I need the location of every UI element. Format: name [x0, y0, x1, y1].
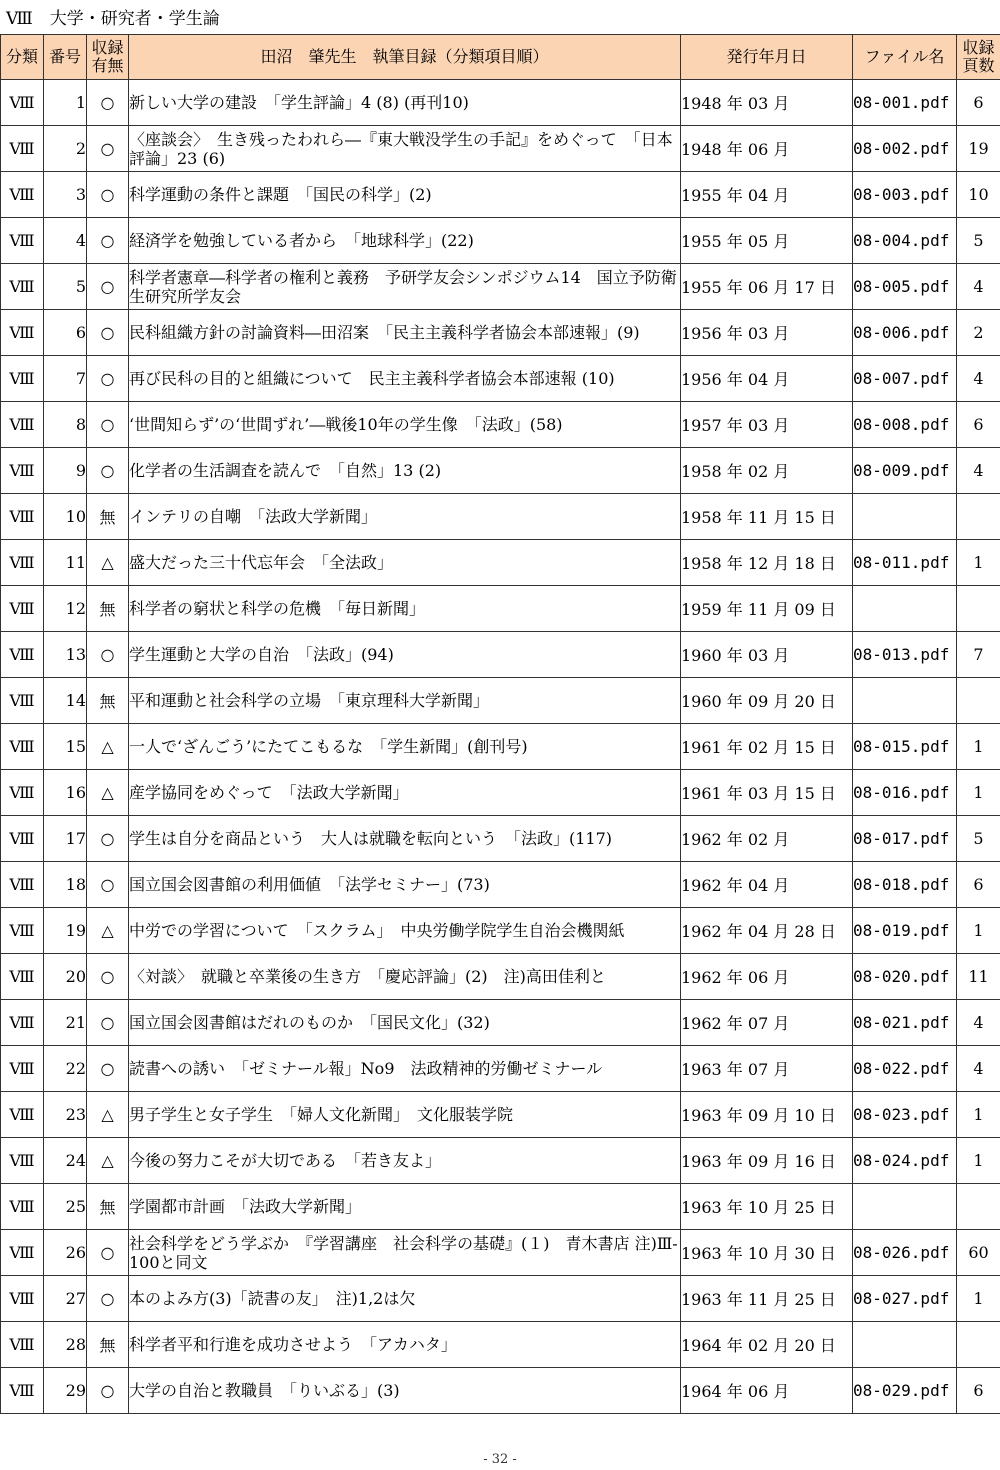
- cell-title: 一人で‘ざんごう’にたてこもるな 「学生新聞」(創刊号): [129, 724, 681, 770]
- cell-title: 民科組織方針の討論資料―田沼案 「民主主義科学者協会本部速報」(9): [129, 310, 681, 356]
- cell-status: △: [87, 908, 129, 954]
- table-row: [1, 1276, 1000, 1322]
- header-bunrui: 分類: [1, 35, 44, 80]
- cell-pages: 6: [957, 1368, 1000, 1414]
- cell-date: 1961 年 02 月 15 日: [681, 724, 853, 770]
- cell-status: ○: [87, 402, 129, 448]
- header-pages-line1: 収録: [962, 38, 995, 57]
- cell-file: 08-003.pdf: [853, 172, 957, 218]
- cell-number: 2: [44, 126, 87, 172]
- cell-title: 今後の努力こそが大切である 「若き友よ」: [129, 1138, 681, 1184]
- cell-pages: 1: [957, 770, 1000, 816]
- cell-number: 17: [44, 816, 87, 862]
- cell-title: 盛大だった三十代忘年会 「全法政」: [129, 540, 681, 586]
- cell-status: ○: [87, 264, 129, 310]
- cell-file: 08-013.pdf: [853, 632, 957, 678]
- cell-date: 1963 年 11 月 25 日: [681, 1276, 853, 1322]
- cell-status: ○: [87, 310, 129, 356]
- cell-bunrui: Ⅷ: [1, 862, 44, 908]
- cell-title: 読書への誘い 「ゼミナール報」No9 法政精神的労働ゼミナール: [129, 1046, 681, 1092]
- cell-date: 1964 年 02 月 20 日: [681, 1322, 853, 1368]
- cell-title: 科学運動の条件と課題 「国民の科学」(2): [129, 172, 681, 218]
- cell-file: [853, 586, 957, 632]
- table-row: [1, 1368, 1000, 1414]
- cell-pages: 6: [957, 80, 1000, 126]
- cell-title: 中労での学習について 「スクラム」 中央労働学院学生自治会機関紙: [129, 908, 681, 954]
- cell-pages: 1: [957, 724, 1000, 770]
- cell-date: 1964 年 06 月: [681, 1368, 853, 1414]
- cell-title: ‘世間知らず’の‘世間ずれ’―戦後10年の学生像 「法政」(58): [129, 402, 681, 448]
- cell-number: 28: [44, 1322, 87, 1368]
- cell-number: 23: [44, 1092, 87, 1138]
- header-file: ファイル名: [853, 35, 957, 80]
- cell-status: ○: [87, 862, 129, 908]
- cell-date: 1956 年 03 月: [681, 310, 853, 356]
- cell-bunrui: Ⅷ: [1, 1138, 44, 1184]
- cell-file: 08-020.pdf: [853, 954, 957, 1000]
- cell-pages: 6: [957, 402, 1000, 448]
- cell-file: 08-008.pdf: [853, 402, 957, 448]
- table-row: [1, 1092, 1000, 1138]
- header-number: 番号: [44, 35, 87, 80]
- cell-date: 1959 年 11 月 09 日: [681, 586, 853, 632]
- cell-title: 科学者平和行進を成功させよう 「アカハタ」: [129, 1322, 681, 1368]
- cell-number: 16: [44, 770, 87, 816]
- cell-bunrui: Ⅷ: [1, 1322, 44, 1368]
- cell-pages: 1: [957, 1092, 1000, 1138]
- cell-title: インテリの自嘲 「法政大学新聞」: [129, 494, 681, 540]
- cell-bunrui: Ⅷ: [1, 1000, 44, 1046]
- page-number: - 32 -: [483, 1452, 517, 1467]
- cell-pages: 4: [957, 1000, 1000, 1046]
- cell-pages: [957, 1322, 1000, 1368]
- cell-date: 1958 年 12 月 18 日: [681, 540, 853, 586]
- cell-pages: 4: [957, 1046, 1000, 1092]
- cell-number: 9: [44, 448, 87, 494]
- table-row: [1, 678, 1000, 724]
- cell-number: 29: [44, 1368, 87, 1414]
- cell-pages: 4: [957, 356, 1000, 402]
- cell-file: [853, 1184, 957, 1230]
- table-row: [1, 954, 1000, 1000]
- table-row: [1, 770, 1000, 816]
- cell-bunrui: Ⅷ: [1, 1230, 44, 1276]
- cell-title: 平和運動と社会科学の立場 「東京理科大学新聞」: [129, 678, 681, 724]
- cell-number: 4: [44, 218, 87, 264]
- catalog-body: [1, 80, 1000, 1414]
- cell-file: 08-023.pdf: [853, 1092, 957, 1138]
- cell-date: 1962 年 07 月: [681, 1000, 853, 1046]
- table-row: [1, 494, 1000, 540]
- cell-title: 〈座談会〉 生き残ったわれら―『東大戦没学生の手記』をめぐって 「日本評論」23 (6): [129, 126, 681, 172]
- cell-bunrui: Ⅷ: [1, 724, 44, 770]
- cell-bunrui: Ⅷ: [1, 540, 44, 586]
- cell-bunrui: Ⅷ: [1, 1046, 44, 1092]
- cell-number: 24: [44, 1138, 87, 1184]
- cell-number: 11: [44, 540, 87, 586]
- cell-pages: [957, 586, 1000, 632]
- cell-title: 〈対談〉 就職と卒業後の生き方 「慶応評論」(2) 注)高田佳利と: [129, 954, 681, 1000]
- cell-pages: [957, 678, 1000, 724]
- cell-title: 経済学を勉強している者から 「地球科学」(22): [129, 218, 681, 264]
- cell-pages: 60: [957, 1230, 1000, 1276]
- table-row: [1, 1138, 1000, 1184]
- cell-bunrui: Ⅷ: [1, 954, 44, 1000]
- cell-title: 大学の自治と教職員 「りいぶる」(3): [129, 1368, 681, 1414]
- cell-date: 1948 年 06 月: [681, 126, 853, 172]
- cell-bunrui: Ⅷ: [1, 126, 44, 172]
- cell-number: 15: [44, 724, 87, 770]
- cell-title: 国立国会図書館はだれのものか 「国民文化」(32): [129, 1000, 681, 1046]
- header-status-line1: 収録: [91, 38, 124, 57]
- cell-date: 1962 年 02 月: [681, 816, 853, 862]
- cell-pages: [957, 494, 1000, 540]
- cell-number: 14: [44, 678, 87, 724]
- cell-file: 08-026.pdf: [853, 1230, 957, 1276]
- cell-status: ○: [87, 1276, 129, 1322]
- cell-bunrui: Ⅷ: [1, 770, 44, 816]
- table-row: [1, 126, 1000, 172]
- table-row: [1, 586, 1000, 632]
- table-row: [1, 1322, 1000, 1368]
- table-row: [1, 1184, 1000, 1230]
- table-row: [1, 908, 1000, 954]
- cell-pages: 5: [957, 218, 1000, 264]
- cell-status: ○: [87, 80, 129, 126]
- table-row: [1, 1000, 1000, 1046]
- cell-number: 13: [44, 632, 87, 678]
- table-row: [1, 448, 1000, 494]
- cell-number: 18: [44, 862, 87, 908]
- cell-date: 1963 年 09 月 10 日: [681, 1092, 853, 1138]
- cell-bunrui: Ⅷ: [1, 1276, 44, 1322]
- cell-file: 08-024.pdf: [853, 1138, 957, 1184]
- cell-date: 1955 年 06 月 17 日: [681, 264, 853, 310]
- cell-file: 08-022.pdf: [853, 1046, 957, 1092]
- header-pages-line2: 頁数: [962, 56, 995, 75]
- catalog-table: [0, 34, 1000, 1414]
- cell-bunrui: Ⅷ: [1, 218, 44, 264]
- cell-status: △: [87, 724, 129, 770]
- table-row: [1, 1230, 1000, 1276]
- cell-bunrui: Ⅷ: [1, 310, 44, 356]
- cell-status: ○: [87, 172, 129, 218]
- cell-date: 1960 年 09 月 20 日: [681, 678, 853, 724]
- table-row: [1, 264, 1000, 310]
- cell-date: 1955 年 04 月: [681, 172, 853, 218]
- cell-bunrui: Ⅷ: [1, 1368, 44, 1414]
- cell-date: 1963 年 07 月: [681, 1046, 853, 1092]
- cell-status: ○: [87, 1000, 129, 1046]
- cell-bunrui: Ⅷ: [1, 356, 44, 402]
- cell-pages: 1: [957, 1138, 1000, 1184]
- cell-bunrui: Ⅷ: [1, 172, 44, 218]
- cell-number: 5: [44, 264, 87, 310]
- cell-bunrui: Ⅷ: [1, 402, 44, 448]
- cell-date: 1957 年 03 月: [681, 402, 853, 448]
- cell-file: [853, 678, 957, 724]
- cell-file: [853, 1322, 957, 1368]
- cell-date: 1962 年 04 月 28 日: [681, 908, 853, 954]
- cell-date: 1963 年 10 月 30 日: [681, 1230, 853, 1276]
- cell-number: 6: [44, 310, 87, 356]
- table-row: [1, 402, 1000, 448]
- header-date: 発行年月日: [681, 35, 853, 80]
- cell-number: 27: [44, 1276, 87, 1322]
- cell-file: 08-021.pdf: [853, 1000, 957, 1046]
- cell-status: △: [87, 540, 129, 586]
- cell-status: ○: [87, 218, 129, 264]
- cell-title: 新しい大学の建設 「学生評論」4 (8) (再刊10): [129, 80, 681, 126]
- cell-title: 化学者の生活調査を読んで 「自然」13 (2): [129, 448, 681, 494]
- cell-status: ○: [87, 448, 129, 494]
- cell-status: ○: [87, 1046, 129, 1092]
- cell-title: 本のよみ方(3)「読書の友」 注)1,2は欠: [129, 1276, 681, 1322]
- cell-pages: 2: [957, 310, 1000, 356]
- cell-date: 1963 年 09 月 16 日: [681, 1138, 853, 1184]
- cell-number: 19: [44, 908, 87, 954]
- cell-bunrui: Ⅷ: [1, 586, 44, 632]
- cell-title: 男子学生と女子学生 「婦人文化新聞」 文化服装学院: [129, 1092, 681, 1138]
- cell-bunrui: Ⅷ: [1, 1092, 44, 1138]
- header-pages: [957, 35, 1000, 80]
- cell-status: ○: [87, 954, 129, 1000]
- cell-file: 08-018.pdf: [853, 862, 957, 908]
- cell-status: △: [87, 1138, 129, 1184]
- table-row: [1, 632, 1000, 678]
- cell-date: 1948 年 03 月: [681, 80, 853, 126]
- cell-status: 無: [87, 1322, 129, 1368]
- cell-file: 08-007.pdf: [853, 356, 957, 402]
- cell-bunrui: Ⅷ: [1, 494, 44, 540]
- cell-status: △: [87, 770, 129, 816]
- cell-title: 産学協同をめぐって 「法政大学新聞」: [129, 770, 681, 816]
- cell-status: 無: [87, 586, 129, 632]
- header-row: [1, 35, 1000, 80]
- cell-number: 10: [44, 494, 87, 540]
- cell-file: 08-005.pdf: [853, 264, 957, 310]
- cell-number: 12: [44, 586, 87, 632]
- cell-bunrui: Ⅷ: [1, 264, 44, 310]
- cell-status: 無: [87, 494, 129, 540]
- cell-date: 1963 年 10 月 25 日: [681, 1184, 853, 1230]
- table-row: [1, 172, 1000, 218]
- cell-date: 1962 年 06 月: [681, 954, 853, 1000]
- cell-pages: 6: [957, 862, 1000, 908]
- cell-file: 08-001.pdf: [853, 80, 957, 126]
- cell-file: 08-019.pdf: [853, 908, 957, 954]
- table-row: [1, 862, 1000, 908]
- cell-pages: 7: [957, 632, 1000, 678]
- table-row: [1, 816, 1000, 862]
- cell-file: 08-009.pdf: [853, 448, 957, 494]
- cell-number: 25: [44, 1184, 87, 1230]
- table-row: [1, 356, 1000, 402]
- cell-file: 08-004.pdf: [853, 218, 957, 264]
- header-status: [87, 35, 129, 80]
- cell-title: 学生運動と大学の自治 「法政」(94): [129, 632, 681, 678]
- cell-status: ○: [87, 816, 129, 862]
- cell-date: 1960 年 03 月: [681, 632, 853, 678]
- cell-number: 26: [44, 1230, 87, 1276]
- cell-date: 1955 年 05 月: [681, 218, 853, 264]
- header-title: 田沼 肇先生 執筆目録（分類項目順）: [129, 35, 681, 80]
- header-status-line2: 有無: [91, 56, 124, 75]
- cell-status: △: [87, 1092, 129, 1138]
- cell-number: 22: [44, 1046, 87, 1092]
- cell-bunrui: Ⅷ: [1, 678, 44, 724]
- table-row: [1, 218, 1000, 264]
- table-row: [1, 724, 1000, 770]
- table-row: [1, 310, 1000, 356]
- cell-title: 学生は自分を商品という 大人は就職を転向という 「法政」(117): [129, 816, 681, 862]
- cell-number: 3: [44, 172, 87, 218]
- cell-file: 08-006.pdf: [853, 310, 957, 356]
- cell-pages: 1: [957, 1276, 1000, 1322]
- cell-pages: 11: [957, 954, 1000, 1000]
- cell-status: 無: [87, 1184, 129, 1230]
- cell-file: 08-027.pdf: [853, 1276, 957, 1322]
- cell-file: 08-015.pdf: [853, 724, 957, 770]
- cell-bunrui: Ⅷ: [1, 632, 44, 678]
- cell-date: 1958 年 11 月 15 日: [681, 494, 853, 540]
- cell-date: 1956 年 04 月: [681, 356, 853, 402]
- cell-status: ○: [87, 1368, 129, 1414]
- cell-bunrui: Ⅷ: [1, 1184, 44, 1230]
- cell-status: 無: [87, 678, 129, 724]
- cell-number: 1: [44, 80, 87, 126]
- cell-pages: 4: [957, 264, 1000, 310]
- cell-file: 08-002.pdf: [853, 126, 957, 172]
- cell-date: 1958 年 02 月: [681, 448, 853, 494]
- cell-title: 国立国会図書館の利用価値 「法学セミナー」(73): [129, 862, 681, 908]
- cell-title: 学園都市計画 「法政大学新聞」: [129, 1184, 681, 1230]
- cell-pages: 1: [957, 908, 1000, 954]
- cell-pages: 1: [957, 540, 1000, 586]
- cell-file: 08-017.pdf: [853, 816, 957, 862]
- table-row: [1, 80, 1000, 126]
- cell-number: 7: [44, 356, 87, 402]
- cell-bunrui: Ⅷ: [1, 908, 44, 954]
- cell-title: 再び民科の目的と組織について 民主主義科学者協会本部速報 (10): [129, 356, 681, 402]
- cell-pages: 5: [957, 816, 1000, 862]
- cell-status: ○: [87, 632, 129, 678]
- cell-pages: 10: [957, 172, 1000, 218]
- cell-pages: [957, 1184, 1000, 1230]
- cell-number: 20: [44, 954, 87, 1000]
- cell-bunrui: Ⅷ: [1, 448, 44, 494]
- cell-bunrui: Ⅷ: [1, 816, 44, 862]
- cell-file: 08-029.pdf: [853, 1368, 957, 1414]
- cell-bunrui: Ⅷ: [1, 80, 44, 126]
- cell-file: [853, 494, 957, 540]
- cell-pages: 4: [957, 448, 1000, 494]
- cell-title: 科学者憲章―科学者の権利と義務 予研学友会シンポジウム14 国立予防衛生研究所学友会: [129, 264, 681, 310]
- cell-pages: 19: [957, 126, 1000, 172]
- cell-status: ○: [87, 126, 129, 172]
- cell-file: 08-016.pdf: [853, 770, 957, 816]
- cell-status: ○: [87, 356, 129, 402]
- cell-file: 08-011.pdf: [853, 540, 957, 586]
- cell-date: 1961 年 03 月 15 日: [681, 770, 853, 816]
- cell-title: 社会科学をどう学ぶか 『学習講座 社会科学の基礎』(１) 青木書店 注)Ⅲ-100と同文: [129, 1230, 681, 1276]
- table-row: [1, 1046, 1000, 1092]
- cell-number: 8: [44, 402, 87, 448]
- cell-status: ○: [87, 1230, 129, 1276]
- table-row: [1, 540, 1000, 586]
- cell-number: 21: [44, 1000, 87, 1046]
- cell-date: 1962 年 04 月: [681, 862, 853, 908]
- section-title: Ⅷ 大学・研究者・学生論: [6, 9, 220, 29]
- cell-title: 科学者の窮状と科学の危機 「毎日新聞」: [129, 586, 681, 632]
